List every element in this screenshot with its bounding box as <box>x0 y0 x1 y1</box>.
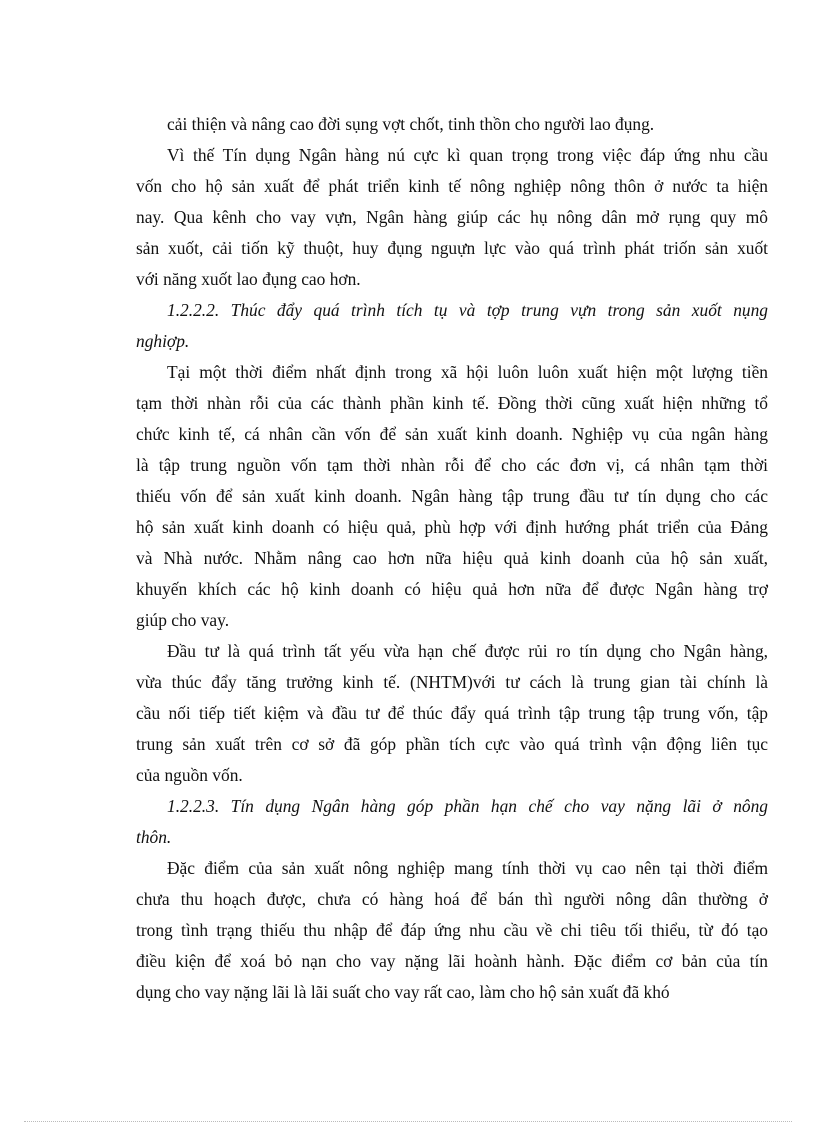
paragraph-line: sản xuốt, cải tiốn kỹ thuột, huy đụng nguựn lực vào quá trình phát triốn sản xuốt <box>136 238 768 258</box>
paragraph-line: của nguồn vốn. <box>136 765 243 785</box>
paragraph-line: điều kiện để xoá bỏ nạn cho vay nặng lãi hoành hành. Đặc điểm cơ bản của tín <box>136 951 768 971</box>
section-heading-line: thôn. <box>136 827 172 847</box>
paragraph-line: chức kinh tế, cá nhân cần vốn để sản xuất kinh doanh. Nghiệp vụ của ngân hàng <box>136 424 768 444</box>
paragraph-line: hộ sản xuất kinh doanh có hiệu quả, phù hợp với định hướng phát triển của Đảng <box>136 517 768 537</box>
paragraph-line: chưa thu hoạch được, chưa có hàng hoá để bán thì người nông dân thường ở <box>136 889 768 909</box>
paragraph-line: thiếu vốn để sản xuất kinh doanh. Ngân hàng tập trung đầu tư tín dụng cho các <box>136 486 768 506</box>
paragraph-line: Đầu tư là quá trình tất yếu vừa hạn chế được rủi ro tín dụng cho Ngân hàng, <box>167 641 768 661</box>
paragraph-line: vốn cho hộ sản xuất để phát triển kinh tế nông nghiệp nông thôn ở nước ta hiện <box>136 176 768 196</box>
paragraph-line: là tập trung nguồn vốn tạm thời nhàn rỗi để cho các đơn vị, cá nhân tạm thời <box>136 455 768 475</box>
section-heading-line: 1.2.2.3. Tín dụng Ngân hàng góp phần hạn chế cho vay nặng lãi ở nông <box>167 796 768 816</box>
section-heading-line: 1.2.2.2. Thúc đẩy quá trình tích tụ và tợp trung vựn trong sản xuốt nụng <box>167 300 768 320</box>
paragraph-line: và Nhà nước. Nhằm nâng cao hơn nữa hiệu quả kinh doanh của hộ sản xuất, <box>136 548 768 568</box>
paragraph-line: nay. Qua kênh cho vay vựn, Ngân hàng giúp các hụ nông dân mở rụng quy mô <box>136 207 768 227</box>
paragraph-line: cải thiện và nâng cao đời sụng vợt chốt, tinh thồn cho người lao đụng. <box>167 114 655 134</box>
page-bottom-divider <box>24 1121 792 1122</box>
paragraph-line: vừa thúc đẩy tăng trưởng kinh tế. (NHTM)với tư cách là trung gian tài chính là <box>136 672 768 692</box>
paragraph-line: trung sản xuất trên cơ sở đã góp phần tích cực vào quá trình vận động liên tục <box>136 734 768 754</box>
paragraph-line: trong tình trạng thiếu thu nhập để đáp ứng nhu cầu về chi tiêu tối thiểu, từ đó tạo <box>136 920 768 940</box>
paragraph-line: Đặc điểm của sản xuất nông nghiệp mang tính thời vụ cao nên tại thời điểm <box>167 858 768 878</box>
paragraph-line: với năng xuốt lao đụng cao hơn. <box>136 269 361 289</box>
paragraph-line: khuyến khích các hộ kinh doanh có hiệu quả hơn nữa để được Ngân hàng trợ <box>136 579 768 599</box>
paragraph-line: Tại một thời điểm nhất định trong xã hội luôn luôn xuất hiện một lượng tiền <box>167 362 768 382</box>
paragraph-line: giúp cho vay. <box>136 610 230 630</box>
paragraph-line: Vì thế Tín dụng Ngân hàng nú cực kì quan trọng trong việc đáp ứng nhu cầu <box>167 145 768 165</box>
paragraph-line: dụng cho vay nặng lãi là lãi suất cho vay rất cao, làm cho hộ sản xuất đã khó <box>136 982 670 1002</box>
paragraph-line: tạm thời nhàn rỗi của các thành phần kinh tế. Đồng thời cũng xuất hiện những tổ <box>136 393 768 413</box>
section-heading-line: nghiợp. <box>136 331 190 351</box>
paragraph-line: cầu nối tiếp tiết kiệm và đầu tư để thúc đẩy quá trình tập trung tập trung vốn, tập <box>136 703 768 723</box>
